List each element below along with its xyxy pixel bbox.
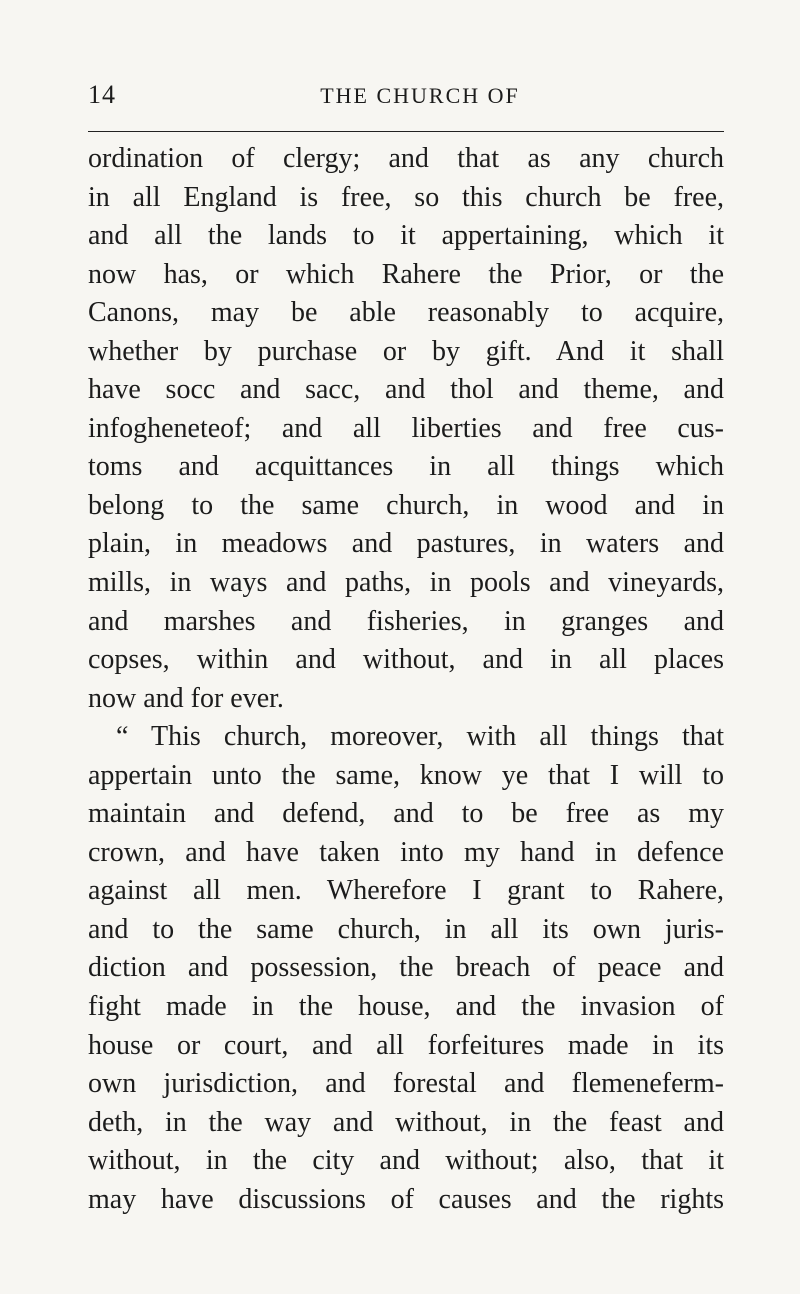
page-header bbox=[88, 82, 724, 122]
text-line: plain, in meadows and pastures, in waters and bbox=[88, 528, 724, 560]
text-line-paragraph-end: now and for ever. bbox=[88, 682, 284, 714]
text-line: now has, or which Rahere the Prior, or the bbox=[88, 258, 724, 290]
running-head: THE CHURCH OF bbox=[320, 83, 520, 108]
text-line: whether by purchase or by gift. And it shall bbox=[88, 335, 724, 367]
text-line-paragraph-start: “ This church, moreover, with all things that bbox=[116, 721, 724, 753]
text-line: fight made in the house, and the invasion of bbox=[88, 991, 724, 1023]
text-line: and all the lands to it appertaining, which it bbox=[88, 220, 724, 252]
text-line: deth, in the way and without, in the feast and bbox=[88, 1106, 724, 1138]
text-line: infogheneteof; and all liberties and free cus- bbox=[88, 412, 724, 444]
text-line: diction and possession, the breach of peace and bbox=[88, 952, 724, 984]
text-line: Canons, may be able reasonably to acquire, bbox=[88, 297, 724, 329]
body-text bbox=[88, 140, 724, 1219]
text-line: and to the same church, in all its own juris- bbox=[88, 913, 724, 945]
text-line: toms and acquittances in all things which bbox=[88, 451, 724, 483]
text-line: in all England is free, so this church be free, bbox=[88, 181, 724, 213]
text-line: ordination of clergy; and that as any church bbox=[88, 143, 724, 174]
page-number: 14 bbox=[88, 80, 116, 109]
header-rule bbox=[88, 131, 724, 132]
text-line: and marshes and fisheries, in granges and bbox=[88, 605, 724, 637]
text-line: without, in the city and without; also, that it bbox=[88, 1145, 724, 1177]
text-line: maintain and defend, and to be free as my bbox=[88, 798, 724, 830]
text-line: mills, in ways and paths, in pools and vineyards, bbox=[88, 567, 724, 599]
text-line: appertain unto the same, know ye that I will to bbox=[88, 759, 724, 791]
text-line: own jurisdiction, and forestal and flemeneferm- bbox=[88, 1068, 724, 1100]
text-line: belong to the same church, in wood and in bbox=[88, 489, 724, 521]
text-line: house or court, and all forfeitures made in its bbox=[88, 1029, 724, 1061]
text-line: crown, and have taken into my hand in defence bbox=[88, 836, 724, 868]
text-line: against all men. Wherefore I grant to Rahere, bbox=[88, 875, 724, 907]
text-line: copses, within and without, and in all places bbox=[88, 644, 724, 676]
text-line: may have discussions of causes and the rights bbox=[88, 1183, 724, 1215]
text-line: have socc and sacc, and thol and theme, and bbox=[88, 374, 724, 406]
